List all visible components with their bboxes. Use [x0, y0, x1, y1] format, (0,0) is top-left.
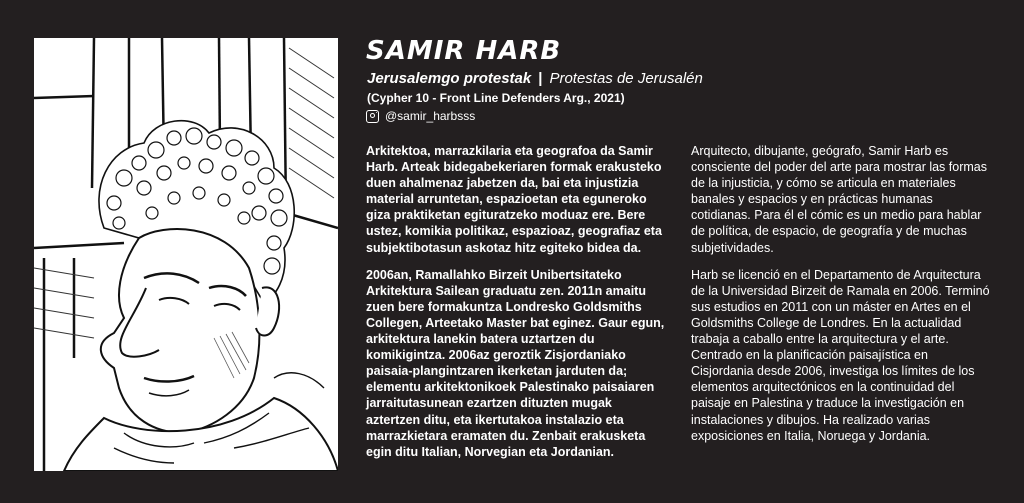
title-basque: Jerusalemgo protestak [367, 70, 532, 87]
bio-paragraph: Arquitecto, dibujante, geógrafo, Samir Harb es consciente del poder del arte para mostrar las formas de la injusticia, y cómo se articula en materiales banales y espacios y en prácticas humanas cotidianas. Para él el cómic es un medio para hablar de política, de espacio, de geografía y de muchas subjetividades. [691, 144, 987, 255]
artist-name: SAMIR HARB [366, 36, 562, 66]
title-spanish: Protestas de Jerusalén [549, 70, 703, 87]
bio-basque [366, 143, 666, 471]
bio-spanish [691, 143, 991, 455]
title-separator: | [538, 70, 543, 87]
bio-paragraph: Harb se licenció en el Departamento de Arquitectura de la Universidad Birzeit de Ramala en 2006. Terminó sus estudios en 2011 con un máster en Artes en el Goldsmiths College de Londres. En la actualidad trabaja a caballo entre la arquitectura y el arte. Centrado en la planificación paisajística en Cisjordania desde 2006, investiga los límites de los elementos arquitectónicos en la continuidad del paisaje en Palestina y traduce la investigación en instalaciones y dibujos. Ha realizado varias exposiciones en Italia, Noruega y Jordania. [691, 267, 990, 443]
instagram-handle[interactable]: @samir_harbsss [385, 109, 476, 123]
bio-paragraph: 2006an, Ramallahko Birzeit Unibertsitateko Arkitektura Sailean graduatu zen. 2011n amaitu zuen bere formakuntza Londresko Goldsmiths Collegen, Arteetako Master bat eginez. Gaur egun, arkitektura lanekin batera uztartzen du komikigintza. 2006az geroztik Zisjordaniako paisaia-plangintzaren ikerketan jarduten da; elementu arkitektonikoek Palestinako paisaiaren jarraitutasunean ezartzen dituzten mugak aztertzen ditu, eta ikertutakoa instalazio eta marrazkietara eramaten du. Zenbait erakusketa egin ditu Italian, Norvegian eta Jordanian. [366, 267, 665, 459]
bio-paragraph: Arkitektoa, marrazkilaria eta geografoa da Samir Harb. Arteak bidegabekeriaren formak erakusteko duen ahalmenaz jabetzen da, bai eta injustizia material arruntetan, espazioetan eta eguneroko giza praktiketan egituratzeko moduaz ere. Bere ustez, komikia politikaz, espazioaz, geografiaz eta subjektibotasun askotaz hitz egiteko bidea da. [366, 144, 662, 255]
publication-credit: (Cypher 10 - Front Line Defenders Arg., 2021) [367, 91, 625, 105]
portrait-drawing [34, 38, 338, 471]
instagram-icon [366, 110, 379, 123]
social-handle[interactable] [366, 109, 475, 123]
work-titles [367, 70, 703, 87]
portrait-illustration [34, 38, 338, 471]
